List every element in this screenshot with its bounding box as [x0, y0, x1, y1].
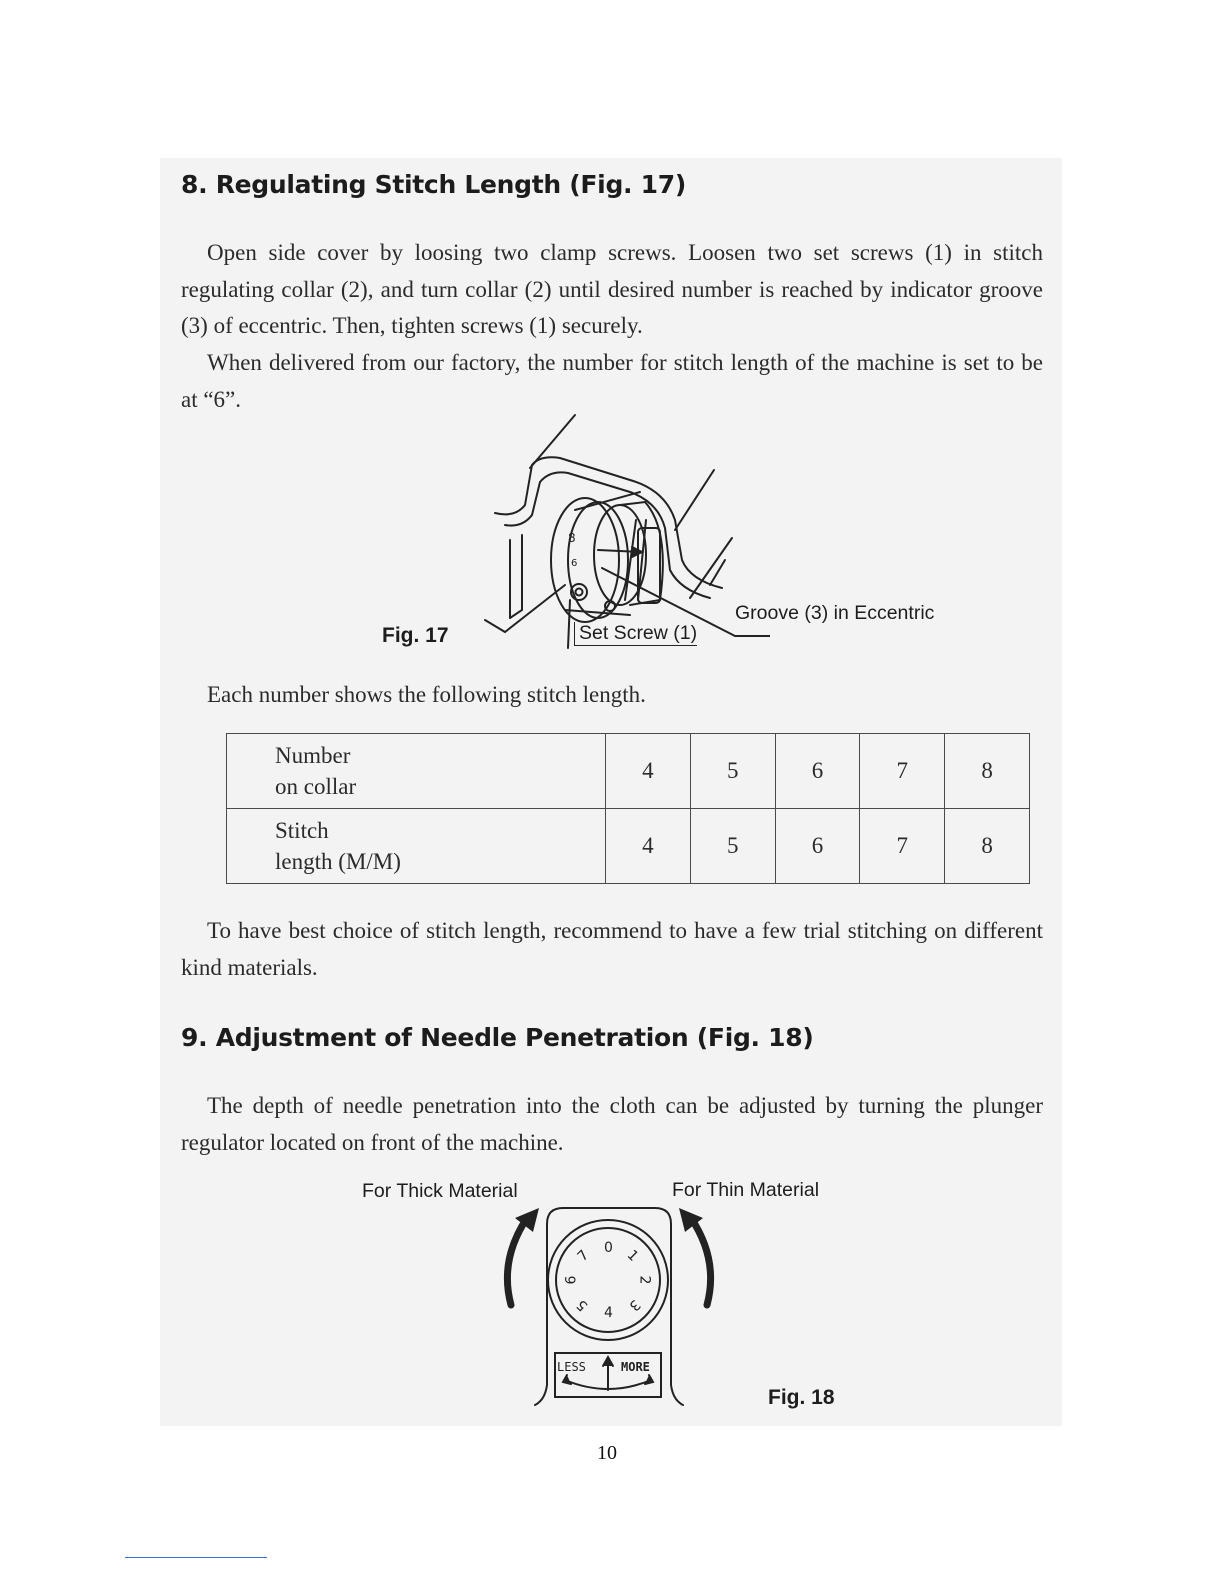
table-cell: 7 [860, 809, 945, 884]
dial-number: 6 [563, 1275, 580, 1285]
row-header-stitch-length [227, 809, 606, 884]
row-header-line-1: Stitch [275, 818, 329, 843]
table-cell: 5 [690, 809, 775, 884]
section-8-paragraph-3 [181, 913, 1043, 986]
dial-number: 7 [574, 1247, 593, 1265]
table-cell: 8 [945, 809, 1030, 884]
table-cell: 4 [606, 809, 691, 884]
dial-number: 3 [625, 1296, 644, 1314]
section-9-paragraph-1 [181, 1088, 1043, 1161]
section-8-paragraph-1-text: Open side cover by loosing two clamp screws. Loosen two set screws (1) in stitch regulating collar (2), and turn collar (2) until desired number is reached by indicator groove (3) of eccentric. Then, tighten screws (1) securely. [181, 240, 1043, 338]
section-9-paragraph-1-text: The depth of needle penetration into the cloth can be adjusted by turning the plunger regulator located on front of the machine. [181, 1093, 1043, 1155]
footer-rule [125, 1557, 267, 1558]
table-cell: 7 [860, 734, 945, 809]
label-more: MORE [621, 1360, 650, 1374]
dial-number: 4 [604, 1305, 613, 1321]
row-header-line-2: length (M/M) [275, 849, 401, 874]
callout-groove-in-eccentric: Groove (3) in Eccentric [735, 602, 935, 624]
label-for-thin-material: For Thin Material [672, 1179, 820, 1201]
fig-18-label: Fig. 18 [768, 1386, 835, 1409]
page-number: 10 [597, 1442, 617, 1464]
section-8-heading: 8. Regulating Stitch Length (Fig. 17) [181, 170, 686, 199]
table-row [227, 734, 1030, 809]
section-9-heading: 9. Adjustment of Needle Penetration (Fig. 18) [181, 1023, 814, 1052]
section-8-paragraph-2 [181, 345, 1043, 418]
row-header-line-2: on collar [275, 774, 357, 799]
svg-text:8: 8 [568, 531, 576, 545]
svg-text:6: 6 [571, 558, 578, 569]
table-cell: 6 [775, 734, 860, 809]
table-cell: 5 [690, 734, 775, 809]
section-8-paragraph-2-text: When delivered from our factory, the number for stitch length of the machine is set to be at “6”. [181, 350, 1043, 412]
callout-set-screw: Set Screw (1) [574, 622, 697, 646]
dial-number: 2 [636, 1275, 653, 1285]
dial-number: 1 [623, 1247, 642, 1265]
fig-17-illustration [470, 410, 770, 655]
table-cell: 4 [606, 734, 691, 809]
fig-17-label: Fig. 17 [382, 624, 449, 647]
dial-number: 0 [604, 1240, 613, 1256]
table-cell: 6 [775, 809, 860, 884]
dial-number: 5 [573, 1296, 592, 1314]
row-header-line-1: Number [275, 743, 351, 768]
stitch-length-table [226, 733, 1030, 884]
row-header-number-on-collar [227, 734, 606, 809]
table-row [227, 809, 1030, 884]
dial-number-layer [495, 1200, 725, 1412]
table-cell: 8 [945, 734, 1030, 809]
section-8-paragraph-1 [181, 235, 1043, 345]
label-less: LESS [557, 1360, 586, 1374]
label-for-thick-material: For Thick Material [362, 1180, 518, 1202]
section-8-paragraph-3-text: To have best choice of stitch length, recommend to have a few trial stitching on different kind materials. [181, 918, 1043, 980]
table-intro-text: Each number shows the following stitch length. [207, 682, 646, 707]
